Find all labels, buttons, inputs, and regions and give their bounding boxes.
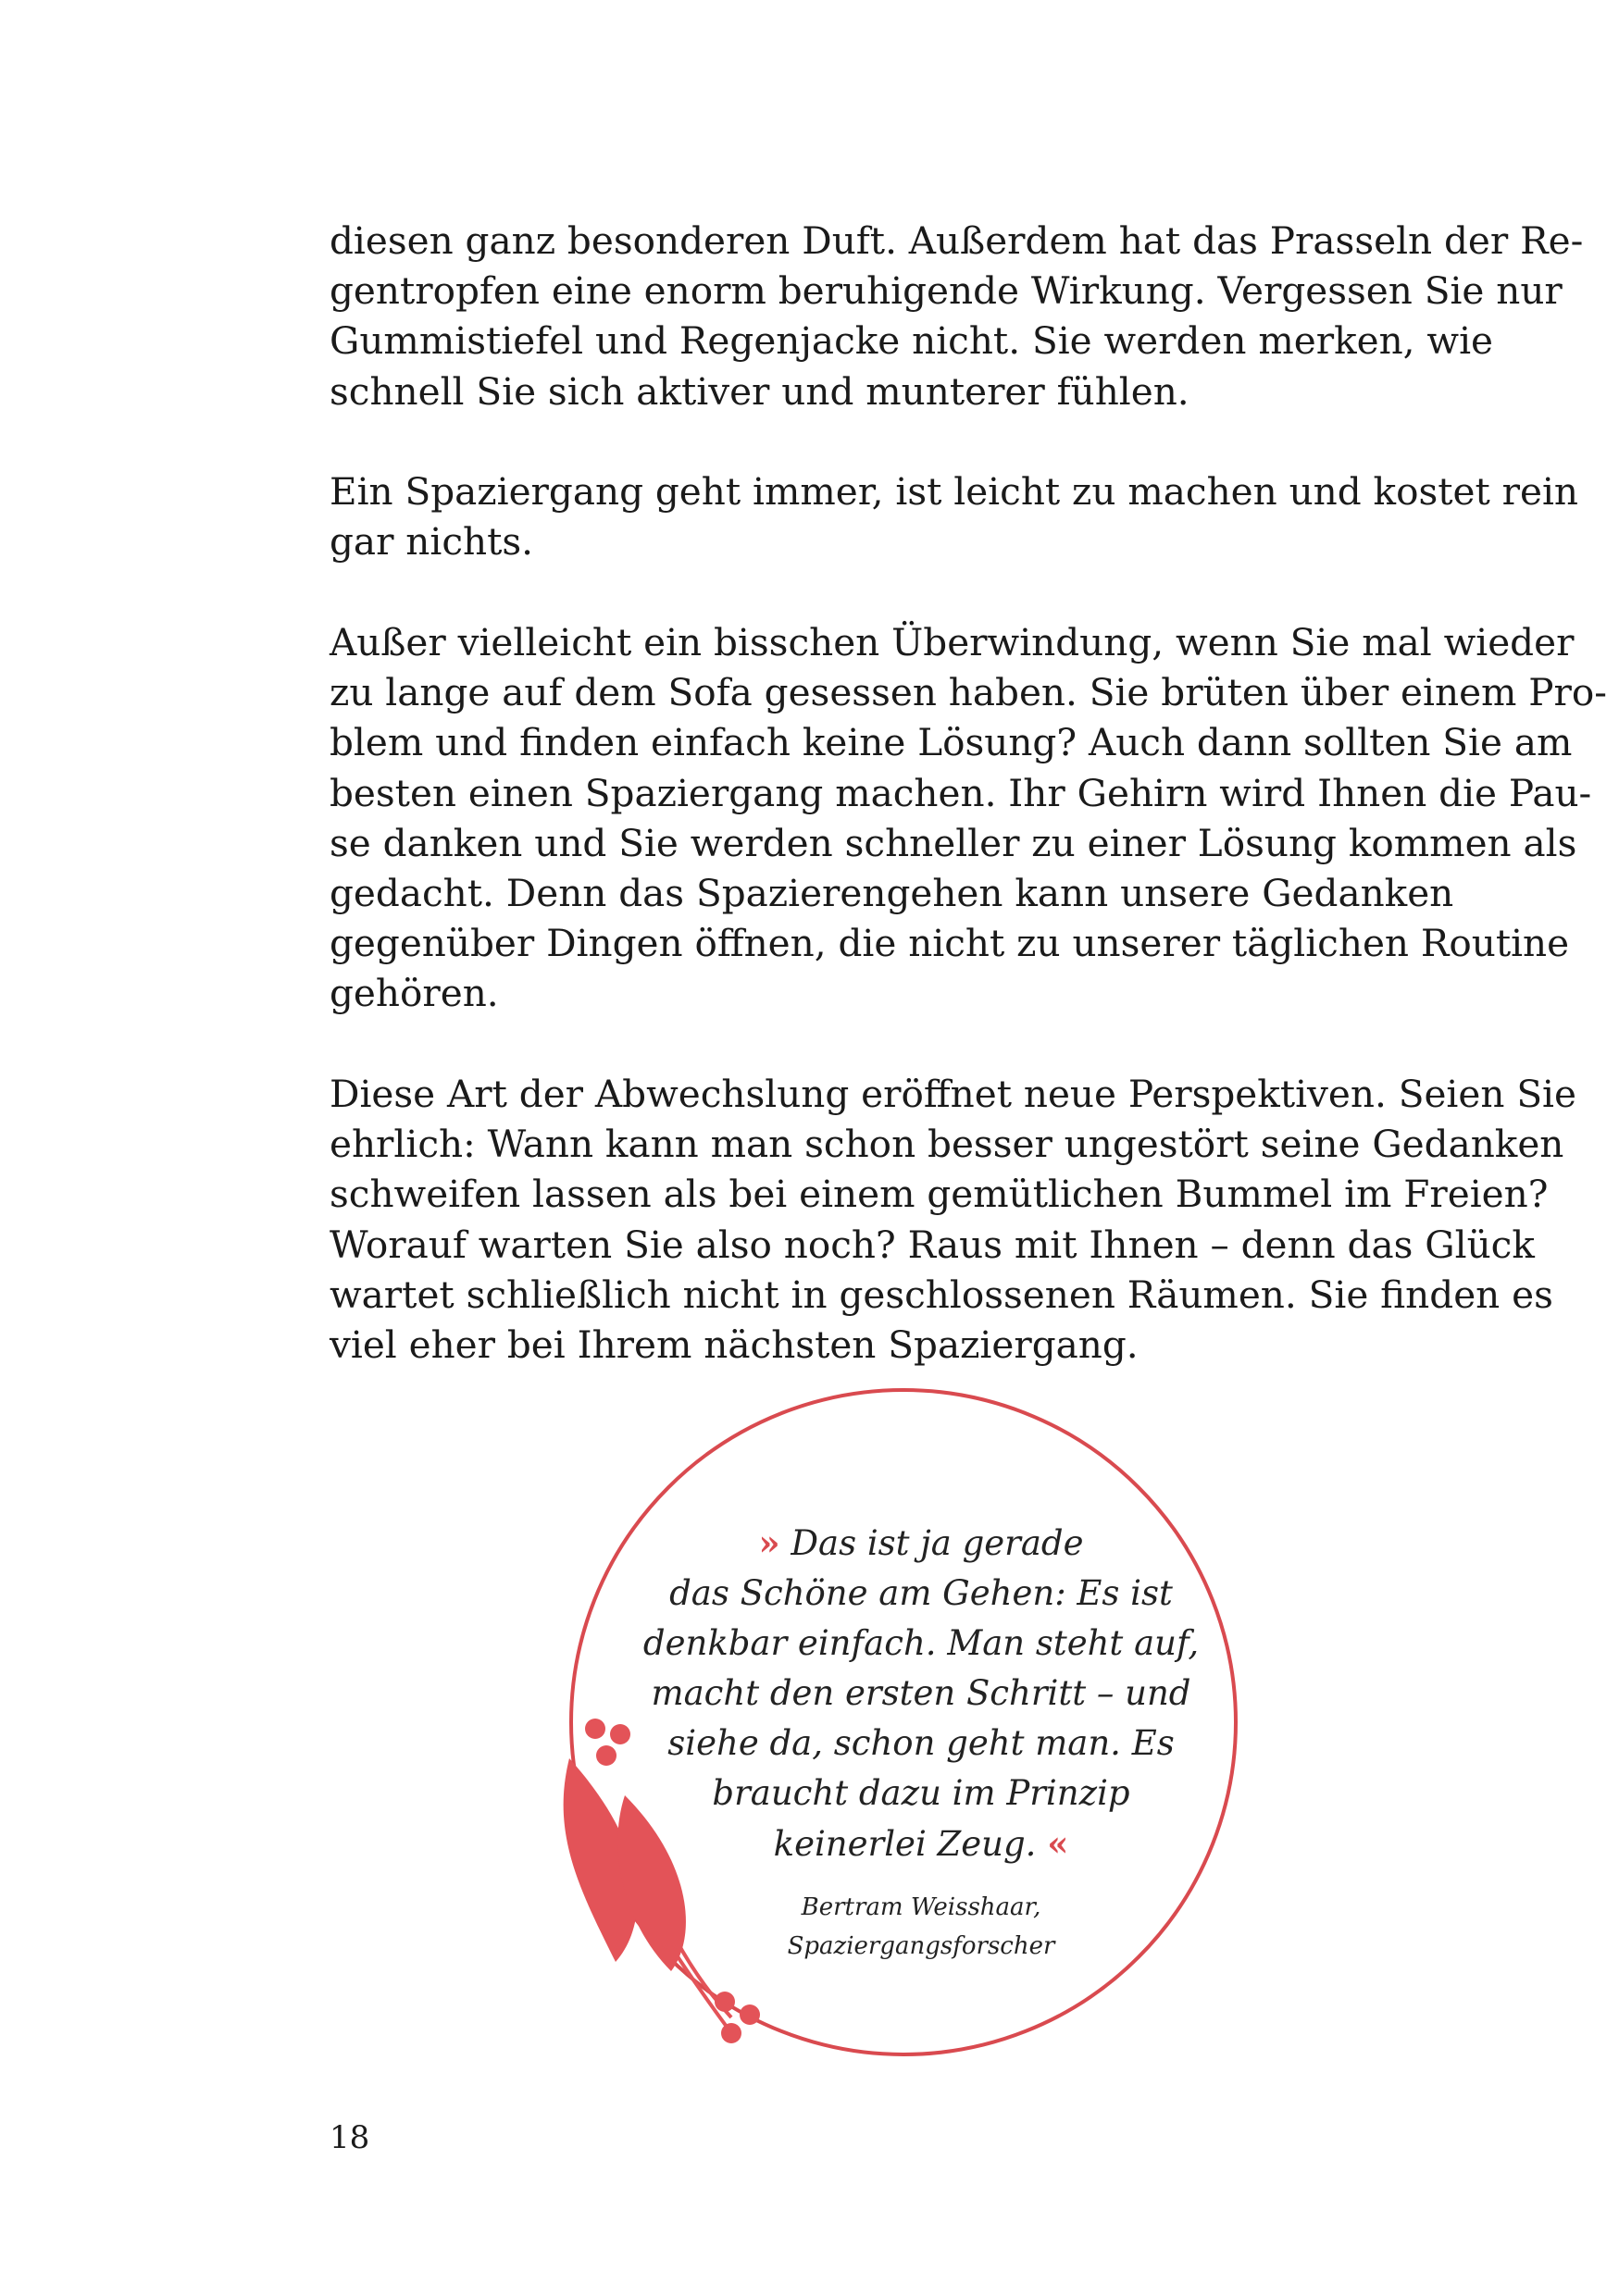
text-line: gehören.: [330, 971, 499, 1016]
text-line: Ein Spaziergang geht immer, ist leicht zu machen und kostet rein: [330, 469, 1579, 514]
text-line: gentropfen eine enorm beruhigende Wirkung. Vergessen Sie nur: [330, 268, 1563, 314]
text-line: schnell Sie sich aktiver und munterer fühlen.: [330, 368, 1189, 414]
paragraph-4: [330, 1069, 1576, 1370]
text-line: wartet schließlich nicht in geschlossenen Räumen. Sie finden es: [330, 1272, 1553, 1317]
quote-line: siehe da, schon geht man. Es: [667, 1723, 1175, 1763]
quote-close-mark: «: [1047, 1823, 1069, 1864]
quote-line: denkbar einfach. Man steht auf,: [642, 1623, 1200, 1663]
paragraph-3: [330, 617, 1607, 1019]
author-name: Bertram Weisshaar,: [801, 1893, 1041, 1921]
page-number: 18: [330, 2119, 370, 2156]
text-line: Diese Art der Abwechslung eröffnet neue Perspektiven. Seien Sie: [330, 1072, 1576, 1116]
text-line: gegenüber Dingen öffnen, die nicht zu unserer täglichen Routine: [330, 921, 1570, 966]
text-line: zu lange auf dem Sofa gesessen haben. Sie brüten über einem Pro-: [330, 670, 1607, 715]
text-line: gedacht. Denn das Spazierengehen kann unsere Gedanken: [330, 871, 1454, 916]
text-line: Außer vielleicht ein bisschen Überwindung, wenn Sie mal wieder: [330, 620, 1575, 664]
text-line: se danken und Sie werden schneller zu einer Lösung kommen als: [330, 820, 1577, 865]
text-line: besten einen Spaziergang machen. Ihr Gehirn wird Ihnen die Pau-: [330, 770, 1592, 815]
quote-line: macht den ersten Schritt – und: [651, 1673, 1191, 1713]
quote-line: braucht dazu im Prinzip: [712, 1773, 1130, 1813]
text-line: Worauf warten Sie also noch? Raus mit Ihnen – denn das Glück: [330, 1222, 1535, 1267]
quote-callout: [542, 1370, 1282, 2091]
text-line: Gummistiefel und Regenjacke nicht. Sie werden merken, wie: [330, 318, 1494, 364]
text-line: gar nichts.: [330, 519, 534, 565]
text-line: blem und finden einfach keine Lösung? Auch dann sollten Sie am: [330, 720, 1573, 765]
text-line: viel eher bei Ihrem nächsten Spaziergang.: [330, 1322, 1139, 1368]
quote-line: das Schöne am Gehen: Es ist: [669, 1573, 1173, 1613]
quote-line: keinerlei Zeug. «: [773, 1823, 1069, 1864]
author-title: Spaziergangsforscher: [787, 1932, 1055, 1960]
paragraph-1: [330, 216, 1584, 416]
quote-line: » Das ist ja gerade: [758, 1522, 1084, 1563]
text-line: diesen ganz besonderen Duft. Außerdem hat das Prasseln der Re-: [330, 218, 1584, 263]
branch-leaves-icon: [542, 1370, 1282, 2091]
text-line: ehrlich: Wann kann man schon besser ungestört seine Gedanken: [330, 1122, 1564, 1167]
quote-open-mark: »: [758, 1522, 780, 1563]
paragraph-2: [330, 466, 1579, 566]
text-line: schweifen lassen als bei einem gemütlichen Bummel im Freien?: [330, 1172, 1549, 1217]
